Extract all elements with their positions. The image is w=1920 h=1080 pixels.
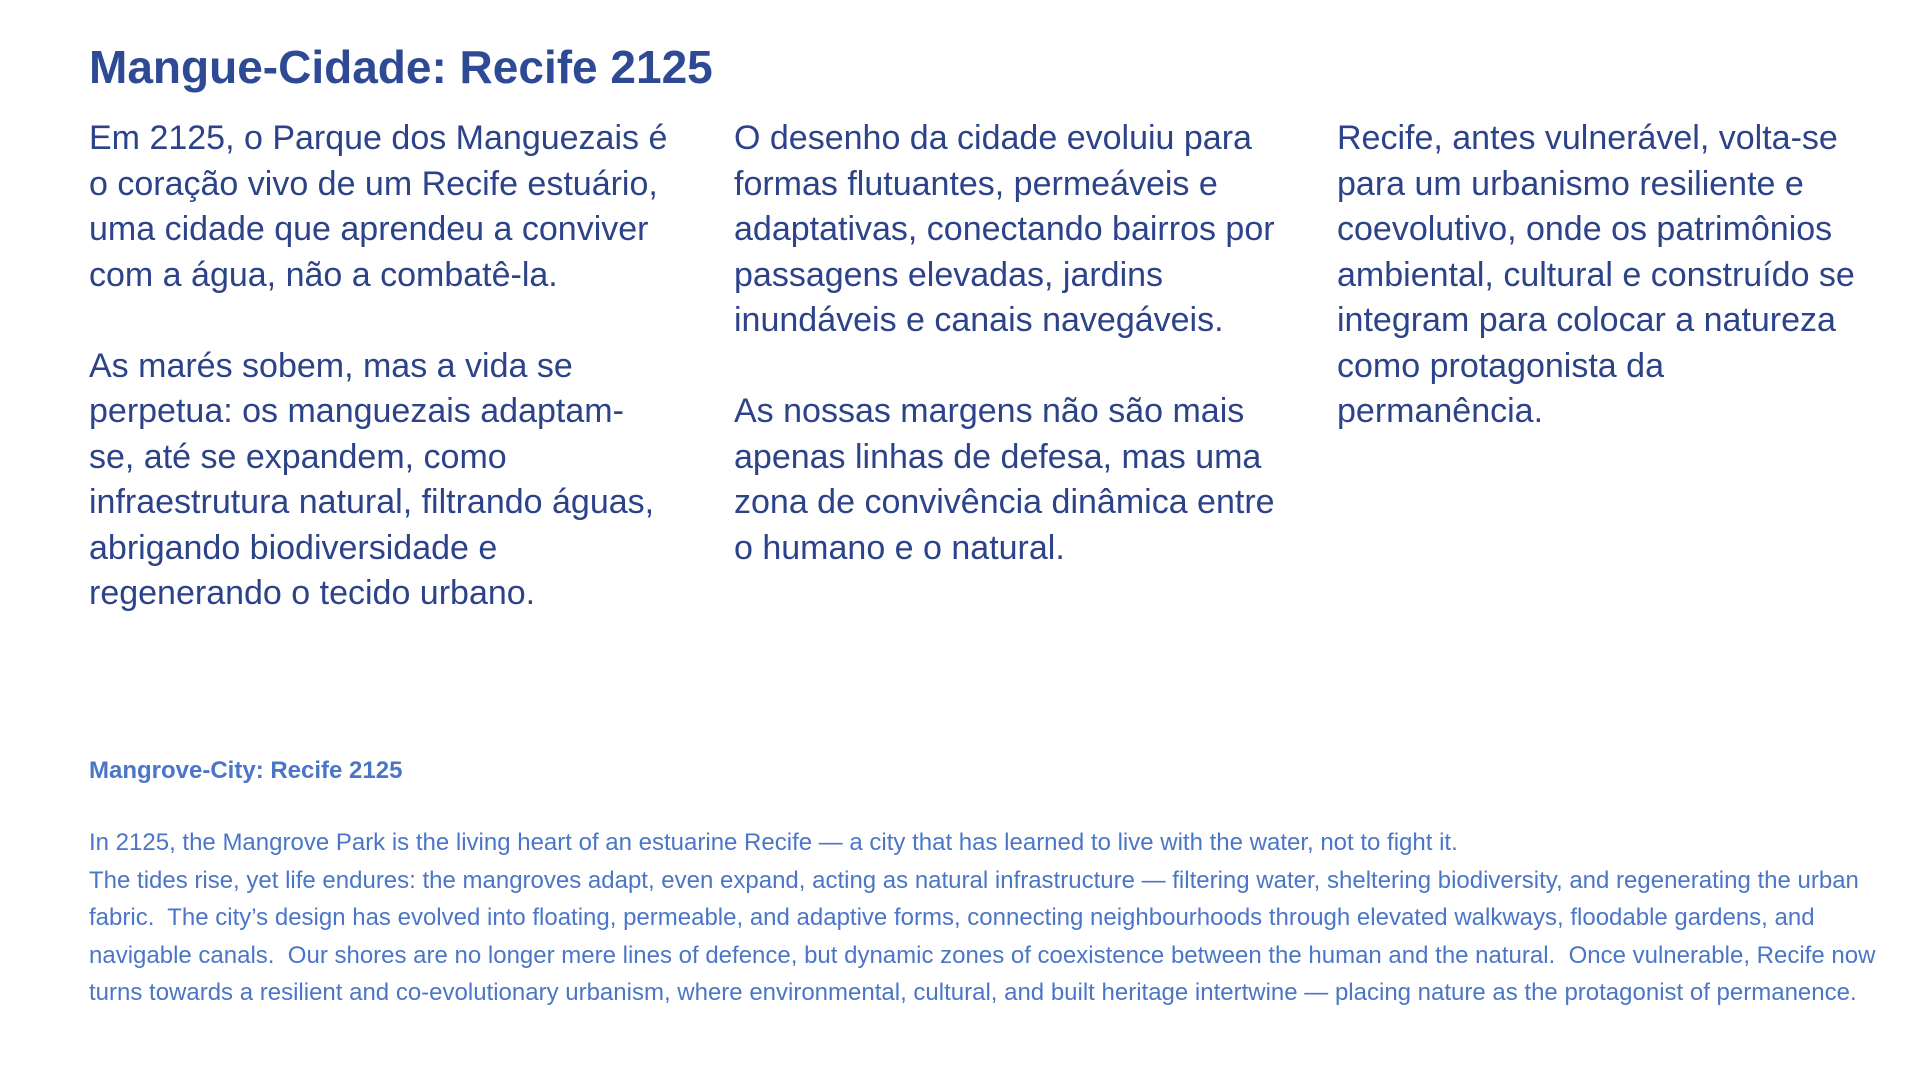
portuguese-column-3	[1337, 116, 1857, 480]
portuguese-column-2	[734, 116, 1289, 617]
paragraph: As nossas margens não são mais apenas linhas de defesa, mas uma zona de convivência dinâmica entre o humano e o natural.	[734, 392, 1275, 567]
paragraph: As marés sobem, mas a vida se perpetua: os manguezais adaptam-se, até se expandem, como infraestrutura natural, filtrando águas, abrigando biodiversidade e regenerando o tecido urbano.	[89, 346, 655, 612]
portuguese-column-1	[89, 116, 669, 662]
page-title: Mangue-Cidade: Recife 2125	[89, 41, 713, 93]
paragraph: Recife, antes vulnerável, volta-se para um urbanismo resiliente e coevolutivo, onde os patrimônios ambiental, cultural e construído se integram para colocar a natureza como protagonista da permanência.	[1337, 119, 1855, 430]
english-line-2: The tides rise, yet life endures: the mangroves adapt, even expand, acting as natural infrastructure — filtering water, sheltering biodiversity, and regenerating the urban fabric. The city’s design has evolved into floating, permeable, and adaptive forms, connecting neighbourhoods through elevated walkways, floodable gardens, and navigable canals. Our shores are no longer mere lines of defence, but dynamic zones of coexistence between the human and the natural. Once vulnerable, Recife now turns towards a resilient and co-evolutionary urbanism, where environmental, cultural, and built heritage intertwine — placing nature as the protagonist of permanence.	[89, 866, 1883, 1007]
english-title: Mangrove-City: Recife 2125	[89, 757, 403, 784]
paragraph: O desenho da cidade evoluiu para formas flutuantes, permeáveis e adaptativas, conectando bairros por passagens elevadas, jardins inundáveis e canais navegáveis.	[734, 119, 1275, 339]
english-line-1: In 2125, the Mangrove Park is the living heart of an estuarine Recife — a city that has learned to live with the water, not to fight it.	[89, 829, 1458, 856]
paragraph: Em 2125, o Parque dos Manguezais é o coração vivo de um Recife estuário, uma cidade que aprendeu a conviver com a água, não a combatê-la.	[89, 119, 668, 294]
english-body	[89, 824, 1883, 1012]
